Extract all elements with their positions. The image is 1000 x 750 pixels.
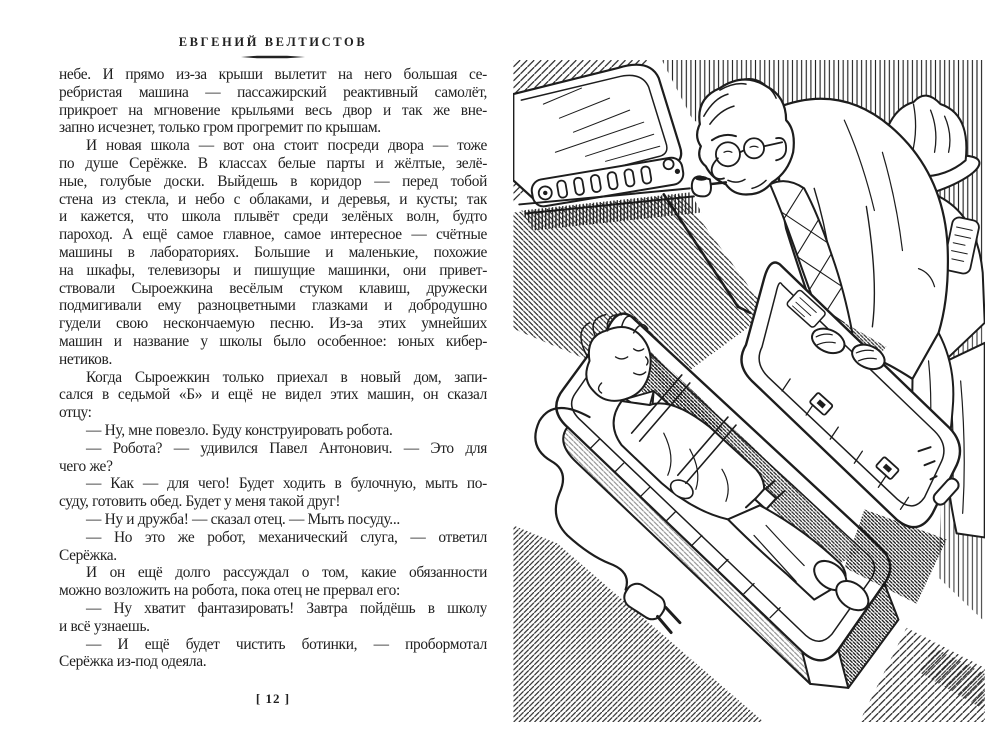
text-line: машины в лабораториях. Большие и маленькие, похожие (59, 243, 487, 261)
text-line: и кажется, что школа плывёт среди зелёных волн, будто (59, 208, 487, 226)
text-line: — Ну и дружба! — сказал отец. — Мыть посуду... (86, 510, 400, 528)
text-line: отцу: (59, 404, 92, 422)
text-line: на шкафы, телевизоры и пишущие машинки, они привет- (59, 261, 487, 279)
page-number: [ 12 ] (255, 691, 291, 706)
text-line: запно исчезнет, только гром прогремит по крышам. (59, 119, 381, 137)
illustration-drawing (513, 60, 985, 722)
text-line: подмигивали ему разноцветными глазками и добродушно (59, 297, 487, 315)
text-line: Серёжка из-под одеяла. (59, 653, 207, 671)
page-title: ЕВГЕНИЙ ВЕЛТИСТОВ (178, 35, 368, 49)
text-line: суду, готовить обед. Будет у меня такой друг! (59, 493, 341, 511)
text-line: И новая школа — вот она стоит посреди двора — тоже (86, 137, 487, 155)
text-line: пароход. А ещё самое главное, самое интересное — счётные (59, 226, 487, 244)
text-line: и всё узнаешь. (59, 617, 150, 635)
text-line: ствовали Сыроежкина весёлым стуком клавиш, дружески (59, 279, 487, 297)
text-line: можно возложить на робота, пока отец не прервал его: (59, 582, 400, 600)
text-line: И он ещё долго рассуждал о том, какие обязанности (86, 564, 487, 582)
text-line: Когда Сыроежкин только приехал в новый дом, запи- (86, 368, 487, 386)
text-line: — И ещё будет чистить ботинки, — пробормотал (86, 635, 487, 653)
text-line: — Ну, мне повезло. Буду конструировать робота. (86, 421, 393, 439)
text-line: по душе Серёжке. В классах белые парты и жёлтые, зелё- (59, 154, 487, 172)
text-line: Серёжка. (59, 546, 117, 564)
text-line: нетиков. (59, 350, 112, 368)
illustration-boy-in-suitcase (513, 60, 985, 722)
text-line: ные, голубые доски. Выйдешь в коридор — перед тобой (59, 172, 487, 190)
text-line: ребристая машина — пассажирский реактивный самолёт, (59, 83, 487, 101)
text-line: машин и название у школы было особенное: юных кибер- (59, 332, 487, 350)
text-line: — Робота? — удивился Павел Антонович. — Это для (86, 439, 487, 457)
text-line: чего же? (59, 457, 113, 475)
text-line: гудели свою нескончаемую песню. Из-за этих умнейших (59, 315, 487, 333)
text-line: прикроет на мгновение крыльями весь двор и так же вне- (59, 101, 487, 119)
running-head (59, 35, 487, 59)
text-line: — Как — для чего! Будет ходить в булочную, мыть по- (86, 475, 487, 493)
text-line: небе. И прямо из-за крыши вылетит на него большая се- (59, 66, 487, 83)
text-column (59, 66, 487, 671)
text-line: — Ну хватит фантазировать! Завтра пойдёшь в школу (86, 599, 487, 617)
text-line: — Но это же робот, механический слуга, — ответил (86, 528, 487, 546)
text-line: сался в седьмой «Б» и ещё не видел этих машин, он сказал (59, 386, 487, 404)
text-line: стена из стекла, и небо с облаками, и деревья, и кусты; так (59, 190, 487, 208)
decorative-rule-icon (241, 55, 305, 59)
